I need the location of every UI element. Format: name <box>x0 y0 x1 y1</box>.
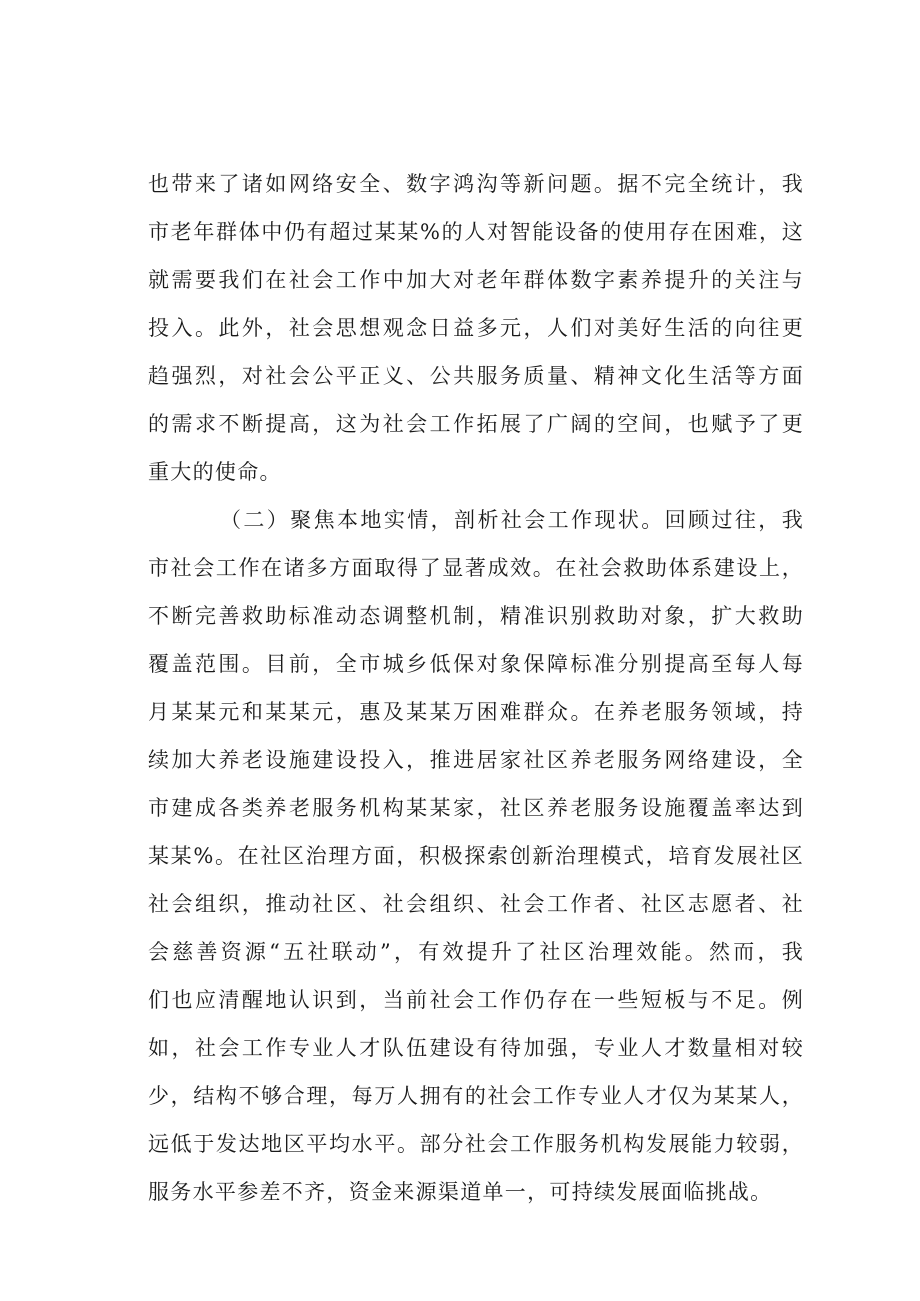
text-line: 们也应清醒地认识到，当前社会工作仍存在一些短板与不足。例 <box>148 988 804 1012</box>
paragraph-1 <box>148 160 804 496</box>
text-line: 服务水平参差不齐，资金来源渠道单一，可持续发展面临挑战。 <box>148 1180 773 1204</box>
text-line: 市社会工作在诸多方面取得了显著成效。在社会救助体系建设上， <box>148 556 804 580</box>
document-body <box>148 160 804 1216</box>
text-line: 也带来了诸如网络安全、数字鸿沟等新问题。据不完全统计，我 <box>148 172 804 196</box>
text-line: 就需要我们在社会工作中加大对老年群体数字素养提升的关注与 <box>148 268 804 292</box>
text-line: 市老年群体中仍有超过某某%的人对智能设备的使用存在困难，这 <box>148 220 804 244</box>
section-heading-line: （二）聚焦本地实情，剖析社会工作现状。回顾过往，我 <box>220 508 804 532</box>
text-line: 市建成各类养老服务机构某某家，社区养老服务设施覆盖率达到 <box>148 796 804 820</box>
text-line: 会慈善资源“五社联动”，有效提升了社区治理效能。然而，我 <box>148 940 804 964</box>
paragraph-2 <box>148 496 804 1216</box>
text-line: 重大的使命。 <box>148 460 282 484</box>
text-line: 的需求不断提高，这为社会工作拓展了广阔的空间，也赋予了更 <box>148 412 804 436</box>
text-line: 少，结构不够合理，每万人拥有的社会工作专业人才仅为某某人， <box>148 1084 804 1108</box>
text-line: 某某%。在社区治理方面，积极探索创新治理模式，培育发展社区 <box>148 844 804 868</box>
text-line: 月某某元和某某元，惠及某某万困难群众。在养老服务领域，持 <box>148 700 804 724</box>
text-line: 投入。此外，社会思想观念日益多元，人们对美好生活的向往更 <box>148 316 804 340</box>
text-line: 远低于发达地区平均水平。部分社会工作服务机构发展能力较弱， <box>148 1132 804 1156</box>
text-line: 续加大养老设施建设投入，推进居家社区养老服务网络建设，全 <box>148 748 804 772</box>
text-line: 覆盖范围。目前，全市城乡低保对象保障标准分别提高至每人每 <box>148 652 804 676</box>
text-line: 不断完善救助标准动态调整机制，精准识别救助对象，扩大救助 <box>148 604 804 628</box>
text-line: 如，社会工作专业人才队伍建设有待加强，专业人才数量相对较 <box>148 1036 804 1060</box>
text-line: 趋强烈，对社会公平正义、公共服务质量、精神文化生活等方面 <box>148 364 804 388</box>
text-line: 社会组织，推动社区、社会组织、社会工作者、社区志愿者、社 <box>148 892 804 916</box>
